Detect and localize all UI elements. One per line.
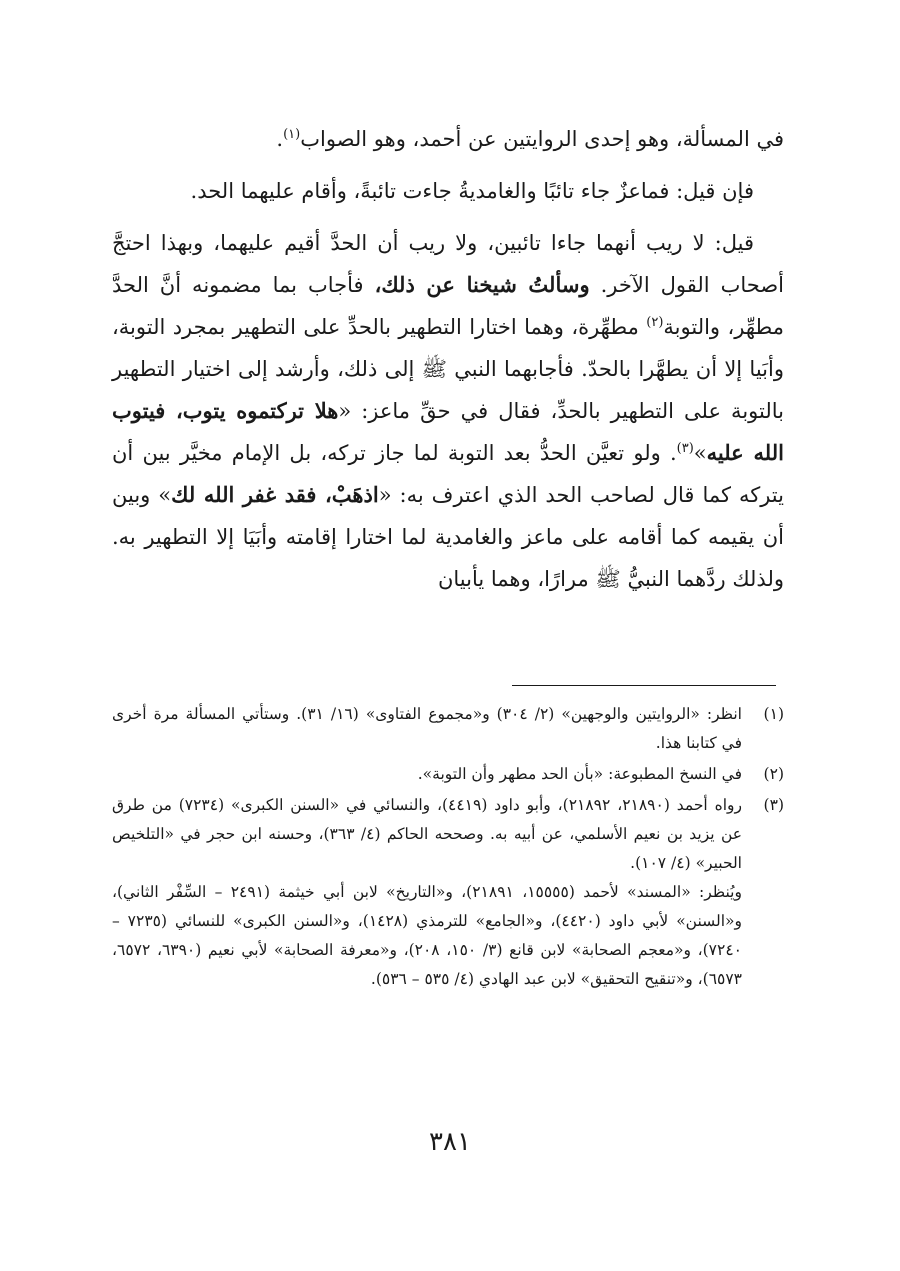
page-number: ٣٨١ xyxy=(429,1127,471,1157)
footnote-text: رواه أحمد (٢١٨٩٠، ٢١٨٩٢)، وأبو داود (٤٤١٩)، والنسائي في «السنن الكبرى» (٧٢٣٤) من طرق عن يزيد بن نعيم الأسلمي، عن أبيه به. وصححه الحاكم (٤/ ٣٦٣)، وحسنه ابن حجر في «التلخيص الحبير» (٤/ ١٠٧). xyxy=(112,796,742,872)
bold-hadith-2: اذهَبْ، فقد غفر الله لك xyxy=(171,482,379,507)
main-text xyxy=(112,118,784,600)
bold-phrase-question: وسألتُ شيخنا عن ذلك، xyxy=(374,272,590,297)
footnote-number: (٣) xyxy=(763,796,784,814)
footnote-1 xyxy=(112,700,784,758)
footnote-number: (٢) xyxy=(763,765,784,783)
footnote-text-continued: ويُنظر: «المسند» لأحمد (١٥٥٥٥، ٢١٨٩١)، و«التاريخ» لابن أبي خيثمة (٢٤٩١ – السِّفْر الثاني)، و«السنن» لأبي داود (٤٤٢٠)، و«الجامع» للترمذي (١٤٢٨)، و«السنن الكبرى» للنسائي (٧٢٣٥ – ٧٢٤٠)، و«معجم الصحابة» لابن قانع (٣/ ١٥٠، ٢٠٨)، و«معرفة الصحابة» لأبي نعيم (٦٣٩٠، ٦٥٧٢، ٦٥٧٣)، و«تنقيح التحقيق» لابن عبد الهادي (٤/ ٥٣٥ – ٥٣٦). xyxy=(112,883,742,988)
footnote-text: انظر: «الروايتين والوجهين» (٢/ ٣٠٤) و«مجموع الفتاوى» (١٦/ ٣١). وستأتي المسألة مرة أخرى في كتابنا هذا. xyxy=(112,705,742,752)
paragraph-2: فإن قيل: فماعزٌ جاء تائبًا والغامديةُ جاءت تائبةً، وأقام عليهما الحد. xyxy=(190,179,754,203)
footnote-ref-2[interactable]: (٢) xyxy=(646,315,664,330)
footnote-ref-3[interactable]: (٣) xyxy=(676,441,694,456)
footnote-3 xyxy=(112,791,784,994)
footnote-ref-1[interactable]: (١) xyxy=(283,127,301,142)
footnote-2 xyxy=(112,760,784,789)
footnotes xyxy=(112,700,784,996)
footnote-separator xyxy=(512,685,776,686)
bold-hadith-1: هلا تركتموه يتوب، فيتوب الله عليه xyxy=(112,398,784,465)
paragraph-1: في المسألة، وهو إحدى الروايتين عن أحمد، وهو الصواب$^{(١)}$. xyxy=(276,127,784,151)
footnote-number: (١) xyxy=(763,705,784,723)
paragraph-3: قيل: لا ريب أنهما جاءا تائبين، ولا ريب أن الحدَّ أقيم عليهما، وبهذا احتجَّ أصحاب القول الآخر. وسألتُ شيخنا عن ذلك، فأجاب بما مضمونه أنَّ الحدَّ مطهِّر، والتوبة$^{(٢)}$ مطهِّرة، وهما اختارا التطهير بالحدِّ على التطهير بمجرد التوبة، وأبَيا إلا أن يطهَّرا بالحدّ. فأجابهما النبي ﷺ إلى ذلك، وأرشد إلى اختيار التطهير بالتوبة على التطهير بالحدِّ، فقال في حقِّ ماعز: «هلا تركتموه يتوب، فيتوب الله عليه»$^{(٣)}$. ولو تعيَّن الحدُّ بعد التوبة لما جاز تركه، بل الإمام مخيَّر بين أن يتركه كما قال لصاحب الحد الذي اعترف به: «اذهَبْ، فقد غفر الله لك» وبين أن يقيمه كما أقامه على ماعز والغامدية لما اختارا إقامته وأبَيَا إلا التطهير به. ولذلك ردَّهما النبيُّ ﷺ مرارًا، وهما يأبيان xyxy=(112,231,784,591)
footnote-text: في النسخ المطبوعة: «بأن الحد مطهر وأن التوبة». xyxy=(417,765,742,783)
